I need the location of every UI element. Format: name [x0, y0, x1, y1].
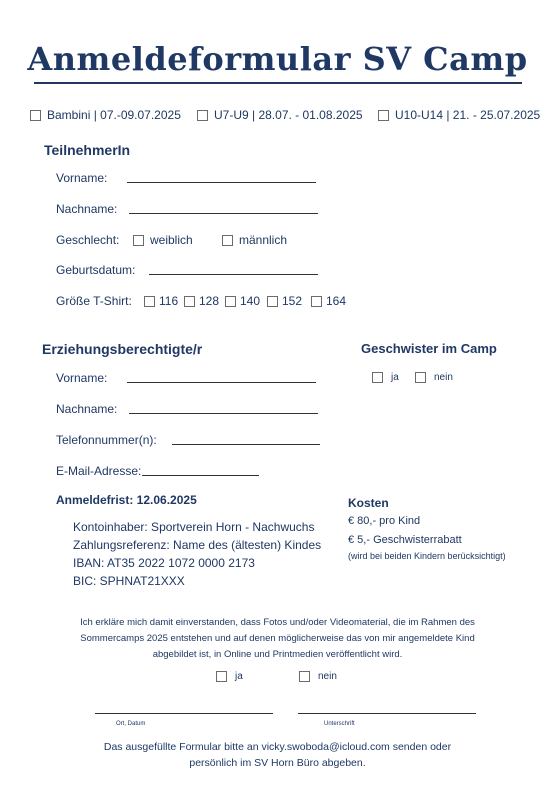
shirt-size-152[interactable]: [267, 294, 302, 308]
participant-gender-label: Geschlecht:: [56, 233, 120, 247]
gender-female-checkbox[interactable]: [133, 235, 144, 246]
guardian-email-field[interactable]: [142, 475, 259, 476]
footer-line-2: persönlich im SV Horn Büro abgeben.: [189, 757, 366, 769]
siblings-yes-label: ja: [391, 372, 399, 384]
costs-discount: € 5,- Geschwisterrabatt: [348, 534, 462, 546]
participant-first-name-field[interactable]: [127, 182, 316, 183]
shirt-128-label: 128: [199, 294, 220, 308]
guardian-phone-label: Telefonnummer(n):: [56, 433, 157, 447]
gender-male-label: männlich: [239, 233, 288, 247]
participant-last-name-label: Nachname:: [56, 202, 118, 216]
shirt-164-label: 164: [326, 294, 347, 308]
form-title: Anmeldeformular SV Camp: [27, 40, 528, 78]
bank-bic: BIC: SPHNAT21XXX: [73, 574, 185, 588]
place-date-field[interactable]: [95, 713, 273, 714]
photo-consent-text: [0, 615, 555, 663]
shirt-140-checkbox[interactable]: [225, 296, 236, 307]
shirt-116-checkbox[interactable]: [144, 296, 155, 307]
consent-no-label: nein: [318, 671, 337, 683]
siblings-heading: Geschwister im Camp: [361, 341, 497, 356]
guardian-last-name-field[interactable]: [129, 413, 318, 414]
siblings-yes-checkbox[interactable]: [372, 372, 383, 383]
photo-consent-line-3: abgebildet ist, in Online und Printmedien veröffentlicht wird.: [152, 649, 403, 660]
bank-account-holder: Kontoinhaber: Sportverein Horn - Nachwuchs: [73, 520, 315, 534]
siblings-no-checkbox[interactable]: [415, 372, 426, 383]
camp-option-bambini[interactable]: [30, 108, 181, 122]
shirt-128-checkbox[interactable]: [184, 296, 195, 307]
guardian-email-label: E-Mail-Adresse:: [56, 464, 142, 478]
consent-yes-label: ja: [235, 671, 243, 683]
title-underline: [34, 82, 522, 84]
camp-option-u10-u14[interactable]: [378, 108, 540, 122]
signature-field[interactable]: [298, 713, 476, 714]
participant-heading: TeilnehmerIn: [44, 142, 131, 158]
siblings-no-label: nein: [434, 372, 453, 384]
bank-iban: IBAN: AT35 2022 1072 0000 2173: [73, 556, 255, 570]
camp-bambini-label: Bambini | 07.-09.07.2025: [47, 108, 181, 122]
bank-details: [73, 518, 321, 590]
bank-payment-reference: Zahlungsreferenz: Name des (ältesten) Kindes: [73, 538, 322, 552]
guardian-first-name-field[interactable]: [127, 382, 316, 383]
costs-heading: Kosten: [348, 496, 389, 510]
shirt-152-checkbox[interactable]: [267, 296, 278, 307]
participant-first-name-label: Vorname:: [56, 171, 108, 185]
gender-male-checkbox[interactable]: [222, 235, 233, 246]
footer-instructions: [0, 739, 555, 771]
consent-yes-option[interactable]: [216, 671, 243, 682]
consent-yes-checkbox[interactable]: [216, 671, 227, 682]
siblings-no-option[interactable]: [415, 372, 453, 383]
shirt-164-checkbox[interactable]: [311, 296, 322, 307]
guardian-first-name-label: Vorname:: [56, 371, 108, 385]
registration-deadline: Anmeldefrist: 12.06.2025: [56, 493, 197, 507]
camp-option-u7-u9[interactable]: [197, 108, 363, 122]
guardian-last-name-label: Nachname:: [56, 402, 118, 416]
shirt-140-label: 140: [240, 294, 261, 308]
camp-u10-u14-label: U10-U14 | 21. - 25.07.2025: [395, 108, 541, 122]
photo-consent-line-1: Ich erkläre mich damit einverstanden, dass Fotos und/oder Videomaterial, die im Rahmen des: [80, 617, 475, 628]
participant-shirt-label: Größe T-Shirt:: [56, 294, 132, 308]
guardian-phone-field[interactable]: [172, 444, 320, 445]
footer-line-1: Das ausgefüllte Formular bitte an vicky.swoboda@icloud.com senden oder: [103, 741, 452, 753]
camp-u7-u9-checkbox[interactable]: [197, 110, 208, 121]
participant-last-name-field[interactable]: [129, 213, 318, 214]
participant-birthdate-label: Geburtsdatum:: [56, 263, 136, 277]
consent-no-checkbox[interactable]: [299, 671, 310, 682]
camp-bambini-checkbox[interactable]: [30, 110, 41, 121]
guardian-heading: Erziehungsberechtigte/r: [42, 341, 203, 357]
shirt-size-128[interactable]: [184, 294, 219, 308]
costs-price: € 80,- pro Kind: [348, 515, 421, 527]
camp-u7-u9-label: U7-U9 | 28.07. - 01.08.2025: [214, 108, 363, 122]
participant-birthdate-field[interactable]: [149, 274, 318, 275]
signature-label: Unterschrift: [324, 721, 355, 727]
shirt-152-label: 152: [282, 294, 303, 308]
gender-female-option[interactable]: [133, 233, 193, 247]
costs-note: (wird bei beiden Kindern berücksichtigt): [348, 551, 506, 561]
place-date-label: Ort, Datum: [116, 721, 146, 727]
gender-female-label: weiblich: [150, 233, 193, 247]
camp-u10-u14-checkbox[interactable]: [378, 110, 389, 121]
shirt-116-label: 116: [159, 294, 179, 308]
consent-no-option[interactable]: [299, 671, 337, 682]
shirt-size-140[interactable]: [225, 294, 260, 308]
shirt-size-116[interactable]: [144, 294, 178, 308]
photo-consent-line-2: Sommercamps 2025 entstehen und auf denen möglicherweise das von mir angemeldete Kind: [80, 633, 475, 644]
siblings-yes-option[interactable]: [372, 372, 399, 383]
gender-male-option[interactable]: [222, 233, 287, 247]
shirt-size-164[interactable]: [311, 294, 346, 308]
